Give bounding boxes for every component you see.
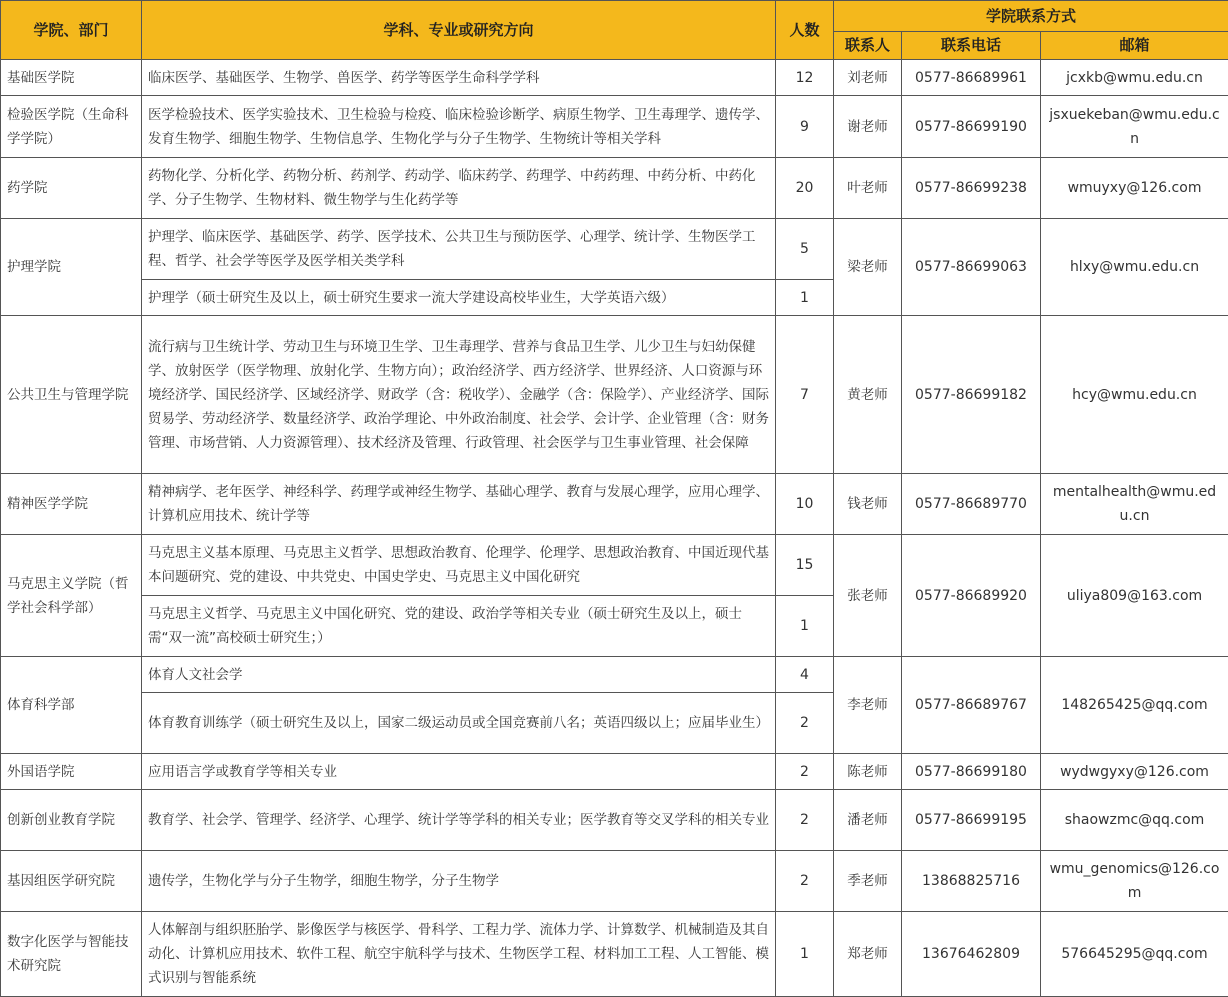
cell-email: wydwgyxy@126.com bbox=[1041, 754, 1228, 790]
table-row bbox=[1, 912, 1228, 997]
table-row bbox=[1, 60, 1228, 96]
cell-email: wmu_genomics@126.com bbox=[1041, 851, 1228, 912]
header-contact-group: 学院联系方式 bbox=[834, 1, 1228, 32]
table-row bbox=[1, 474, 1228, 535]
cell-email: hlxy@wmu.edu.cn bbox=[1041, 219, 1228, 316]
cell-person: 李老师 bbox=[834, 657, 902, 754]
cell-phone: 13868825716 bbox=[902, 851, 1041, 912]
cell-phone: 0577-86699195 bbox=[902, 790, 1041, 851]
cell-count: 15 bbox=[776, 535, 834, 596]
table-row bbox=[1, 754, 1228, 790]
cell-count: 2 bbox=[776, 851, 834, 912]
cell-phone: 0577-86689767 bbox=[902, 657, 1041, 754]
cell-email: 148265425@qq.com bbox=[1041, 657, 1228, 754]
table-row bbox=[1, 535, 1228, 596]
cell-major: 体育教育训练学（硕士研究生及以上，国家二级运动员或全国竞赛前八名；英语四级以上；应届毕业生） bbox=[142, 693, 776, 754]
cell-person: 季老师 bbox=[834, 851, 902, 912]
table-row bbox=[1, 219, 1228, 280]
header-major: 学科、专业或研究方向 bbox=[142, 1, 776, 60]
cell-email: uliya809@163.com bbox=[1041, 535, 1228, 657]
cell-count: 4 bbox=[776, 657, 834, 693]
cell-count: 5 bbox=[776, 219, 834, 280]
cell-count: 1 bbox=[776, 912, 834, 997]
table-row bbox=[1, 790, 1228, 851]
cell-count: 1 bbox=[776, 280, 834, 316]
cell-college: 外国语学院 bbox=[1, 754, 142, 790]
cell-person: 谢老师 bbox=[834, 96, 902, 158]
cell-count: 7 bbox=[776, 316, 834, 474]
cell-phone: 0577-86699063 bbox=[902, 219, 1041, 316]
cell-major: 体育人文社会学 bbox=[142, 657, 776, 693]
cell-college: 数字化医学与智能技术研究院 bbox=[1, 912, 142, 997]
table-row bbox=[1, 657, 1228, 693]
cell-email: mentalhealth@wmu.edu.cn bbox=[1041, 474, 1228, 535]
cell-major: 马克思主义基本原理、马克思主义哲学、思想政治教育、伦理学、伦理学、思想政治教育、中国近现代基本问题研究、党的建设、中共党史、中国史学史、马克思主义中国化研究 bbox=[142, 535, 776, 596]
cell-person: 梁老师 bbox=[834, 219, 902, 316]
cell-college: 药学院 bbox=[1, 158, 142, 219]
cell-count: 1 bbox=[776, 596, 834, 657]
cell-college: 基础医学院 bbox=[1, 60, 142, 96]
cell-college: 公共卫生与管理学院 bbox=[1, 316, 142, 474]
cell-phone: 0577-86699180 bbox=[902, 754, 1041, 790]
cell-email: shaowzmc@qq.com bbox=[1041, 790, 1228, 851]
cell-phone: 13676462809 bbox=[902, 912, 1041, 997]
cell-count: 10 bbox=[776, 474, 834, 535]
table-row bbox=[1, 96, 1228, 158]
cell-person: 叶老师 bbox=[834, 158, 902, 219]
cell-email: hcy@wmu.edu.cn bbox=[1041, 316, 1228, 474]
cell-email: wmuyxy@126.com bbox=[1041, 158, 1228, 219]
cell-major: 人体解剖与组织胚胎学、影像医学与核医学、骨科学、工程力学、流体力学、计算数学、机械制造及其自动化、计算机应用技术、软件工程、航空宇航科学与技术、生物医学工程、材料加工工程、人工智能、模式识别与智能系统 bbox=[142, 912, 776, 997]
cell-major: 护理学、临床医学、基础医学、药学、医学技术、公共卫生与预防医学、心理学、统计学、生物医学工程、哲学、社会学等医学及医学相关类学科 bbox=[142, 219, 776, 280]
cell-count: 2 bbox=[776, 693, 834, 754]
cell-phone: 0577-86689920 bbox=[902, 535, 1041, 657]
cell-count: 2 bbox=[776, 754, 834, 790]
cell-college: 检验医学院（生命科学学院） bbox=[1, 96, 142, 158]
cell-phone: 0577-86689961 bbox=[902, 60, 1041, 96]
cell-count: 9 bbox=[776, 96, 834, 158]
header-college: 学院、部门 bbox=[1, 1, 142, 60]
cell-person: 潘老师 bbox=[834, 790, 902, 851]
cell-count: 2 bbox=[776, 790, 834, 851]
header-person: 联系人 bbox=[834, 31, 902, 59]
cell-person: 张老师 bbox=[834, 535, 902, 657]
cell-phone: 0577-86699182 bbox=[902, 316, 1041, 474]
header-count: 人数 bbox=[776, 1, 834, 60]
cell-email: jcxkb@wmu.edu.cn bbox=[1041, 60, 1228, 96]
cell-college: 精神医学学院 bbox=[1, 474, 142, 535]
table-row bbox=[1, 158, 1228, 219]
cell-major: 遗传学，生物化学与分子生物学，细胞生物学，分子生物学 bbox=[142, 851, 776, 912]
cell-count: 20 bbox=[776, 158, 834, 219]
table-row bbox=[1, 851, 1228, 912]
cell-major: 精神病学、老年医学、神经科学、药理学或神经生物学、基础心理学、教育与发展心理学，应用心理学、计算机应用技术、统计学等 bbox=[142, 474, 776, 535]
cell-phone: 0577-86699238 bbox=[902, 158, 1041, 219]
cell-major: 马克思主义哲学、马克思主义中国化研究、党的建设、政治学等相关专业（硕士研究生及以上，硕士需“双一流”高校硕士研究生；） bbox=[142, 596, 776, 657]
cell-email: jsxuekeban@wmu.edu.cn bbox=[1041, 96, 1228, 158]
cell-person: 陈老师 bbox=[834, 754, 902, 790]
cell-major: 流行病与卫生统计学、劳动卫生与环境卫生学、卫生毒理学、营养与食品卫生学、儿少卫生与妇幼保健学、放射医学（医学物理、放射化学、生物方向）；政治经济学、西方经济学、世界经济、人口资源与环境经济学、国民经济学、区域经济学、财政学（含：税收学）、金融学（含：保险学）、产业经济学、国际贸易学、劳动经济学、数量经济学、政治学理论、中外政治制度、社会学、会计学、企业管理（含：财务管理、市场营销、人力资源管理）、技术经济及管理、行政管理、社会医学与卫生事业管理、社会保障 bbox=[142, 316, 776, 474]
table-body bbox=[1, 60, 1228, 997]
cell-phone: 0577-86699190 bbox=[902, 96, 1041, 158]
cell-college: 马克思主义学院（哲学社会科学部） bbox=[1, 535, 142, 657]
cell-major: 教育学、社会学、管理学、经济学、心理学、统计学等学科的相关专业；医学教育等交叉学科的相关专业 bbox=[142, 790, 776, 851]
cell-person: 刘老师 bbox=[834, 60, 902, 96]
cell-person: 黄老师 bbox=[834, 316, 902, 474]
cell-major: 护理学（硕士研究生及以上，硕士研究生要求一流大学建设高校毕业生，大学英语六级） bbox=[142, 280, 776, 316]
cell-college: 体育科学部 bbox=[1, 657, 142, 754]
cell-count: 12 bbox=[776, 60, 834, 96]
cell-person: 郑老师 bbox=[834, 912, 902, 997]
cell-phone: 0577-86689770 bbox=[902, 474, 1041, 535]
cell-college: 创新创业教育学院 bbox=[1, 790, 142, 851]
header-phone: 联系电话 bbox=[902, 31, 1041, 59]
cell-college: 护理学院 bbox=[1, 219, 142, 316]
cell-major: 医学检验技术、医学实验技术、卫生检验与检疫、临床检验诊断学、病原生物学、卫生毒理学、遗传学、发育生物学、细胞生物学、生物信息学、生物化学与分子生物学、生物统计等相关学科 bbox=[142, 96, 776, 158]
cell-person: 钱老师 bbox=[834, 474, 902, 535]
cell-email: 576645295@qq.com bbox=[1041, 912, 1228, 997]
table-row bbox=[1, 316, 1228, 474]
header-email: 邮箱 bbox=[1041, 31, 1228, 59]
cell-college: 基因组医学研究院 bbox=[1, 851, 142, 912]
cell-major: 临床医学、基础医学、生物学、兽医学、药学等医学生命科学学科 bbox=[142, 60, 776, 96]
cell-major: 药物化学、分析化学、药物分析、药剂学、药动学、临床药学、药理学、中药药理、中药分析、中药化学、分子生物学、生物材料、微生物学与生化药学等 bbox=[142, 158, 776, 219]
cell-major: 应用语言学或教育学等相关专业 bbox=[142, 754, 776, 790]
